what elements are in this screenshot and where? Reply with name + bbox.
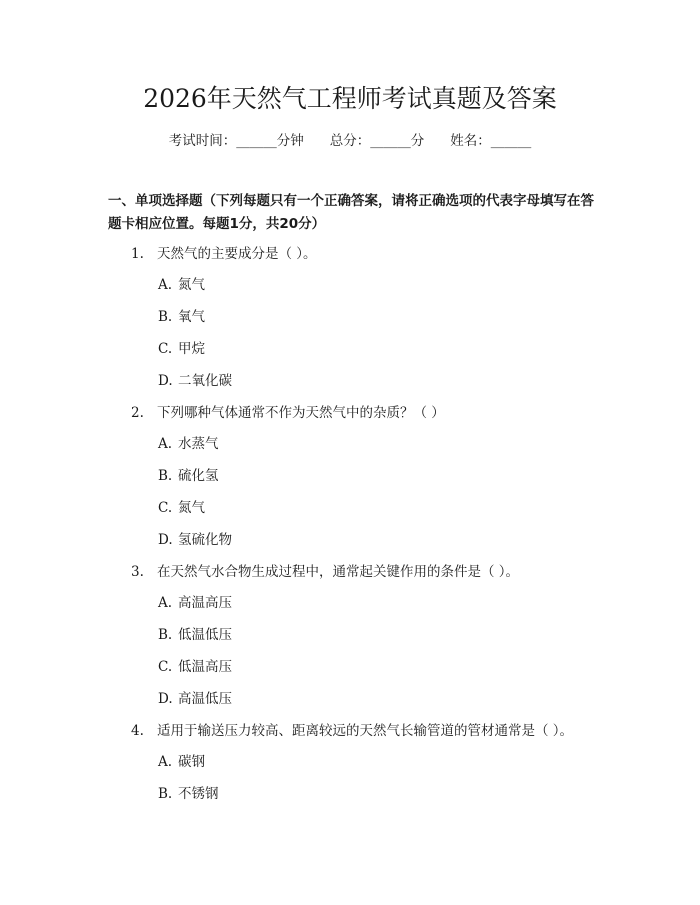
option-letter: A.: [158, 754, 173, 770]
option-letter: D.: [158, 373, 173, 389]
option-text: 氮气: [178, 500, 205, 516]
question-text: 下列哪种气体通常不作为天然气中的杂质？（ ）: [157, 405, 445, 421]
document-title: 2026年天然气工程师考试真题及答案: [143, 84, 557, 113]
option-text: 高温高压: [178, 595, 232, 611]
option-text: 氧气: [178, 309, 205, 325]
question-number: 3.: [131, 564, 144, 580]
option-letter: B.: [158, 468, 173, 484]
option-text: 低温高压: [178, 659, 232, 675]
option-text: 碳钢: [178, 754, 205, 770]
question-1: [131, 244, 317, 264]
question-number: 4.: [131, 723, 144, 739]
section-heading: 一、单项选择题（下列每题只有一个正确答案，请将正确选项的代表字母填写在答题卡相应位置。每题1分，共20分）: [108, 193, 594, 232]
option-text: 水蒸气: [178, 436, 219, 452]
question-2: [131, 403, 445, 423]
question-number: 2.: [131, 405, 144, 421]
option-text: 低温低压: [178, 627, 232, 643]
option-letter: A.: [158, 436, 173, 452]
question-1-option-d: [158, 371, 232, 391]
option-text: 二氧化碳: [178, 373, 232, 389]
question-4-option-a: [158, 752, 205, 772]
option-letter: B.: [158, 627, 173, 643]
question-3-option-c: [158, 657, 232, 677]
option-text: 高温低压: [178, 691, 232, 707]
option-text: 氮气: [178, 277, 205, 293]
question-text: 天然气的主要成分是（ ）。: [157, 246, 317, 262]
option-letter: C.: [158, 659, 173, 675]
option-text: 甲烷: [178, 341, 205, 357]
exam-time-field: 考试时间：______分钟: [168, 133, 304, 149]
question-4: [131, 721, 573, 741]
option-text: 氢硫化物: [178, 532, 232, 548]
option-letter: A.: [158, 277, 173, 293]
option-text: 不锈钢: [178, 786, 219, 802]
student-name-field: 姓名：______: [450, 133, 532, 149]
option-letter: B.: [158, 786, 173, 802]
option-letter: B.: [158, 309, 173, 325]
question-2-option-c: [158, 498, 205, 518]
question-4-option-b: [158, 784, 219, 804]
option-letter: C.: [158, 500, 173, 516]
option-text: 硫化氢: [178, 468, 219, 484]
question-3-option-a: [158, 593, 232, 613]
option-letter: D.: [158, 691, 173, 707]
question-number: 1.: [131, 246, 144, 262]
option-letter: C.: [158, 341, 173, 357]
question-text: 在天然气水合物生成过程中，通常起关键作用的条件是（ ）。: [157, 564, 520, 580]
question-3-option-b: [158, 625, 232, 645]
question-2-option-d: [158, 530, 232, 550]
question-3-option-d: [158, 689, 232, 709]
exam-info-line: [0, 131, 700, 151]
question-2-option-a: [158, 434, 219, 454]
question-3: [131, 562, 519, 582]
question-1-option-b: [158, 307, 205, 327]
question-text: 适用于输送压力较高、距离较远的天然气长输管道的管材通常是（ ）。: [157, 723, 574, 739]
total-score-field: 总分：______分: [329, 133, 425, 149]
option-letter: A.: [158, 595, 173, 611]
question-1-option-a: [158, 275, 205, 295]
option-letter: D.: [158, 532, 173, 548]
question-1-option-c: [158, 339, 205, 359]
question-2-option-b: [158, 466, 219, 486]
